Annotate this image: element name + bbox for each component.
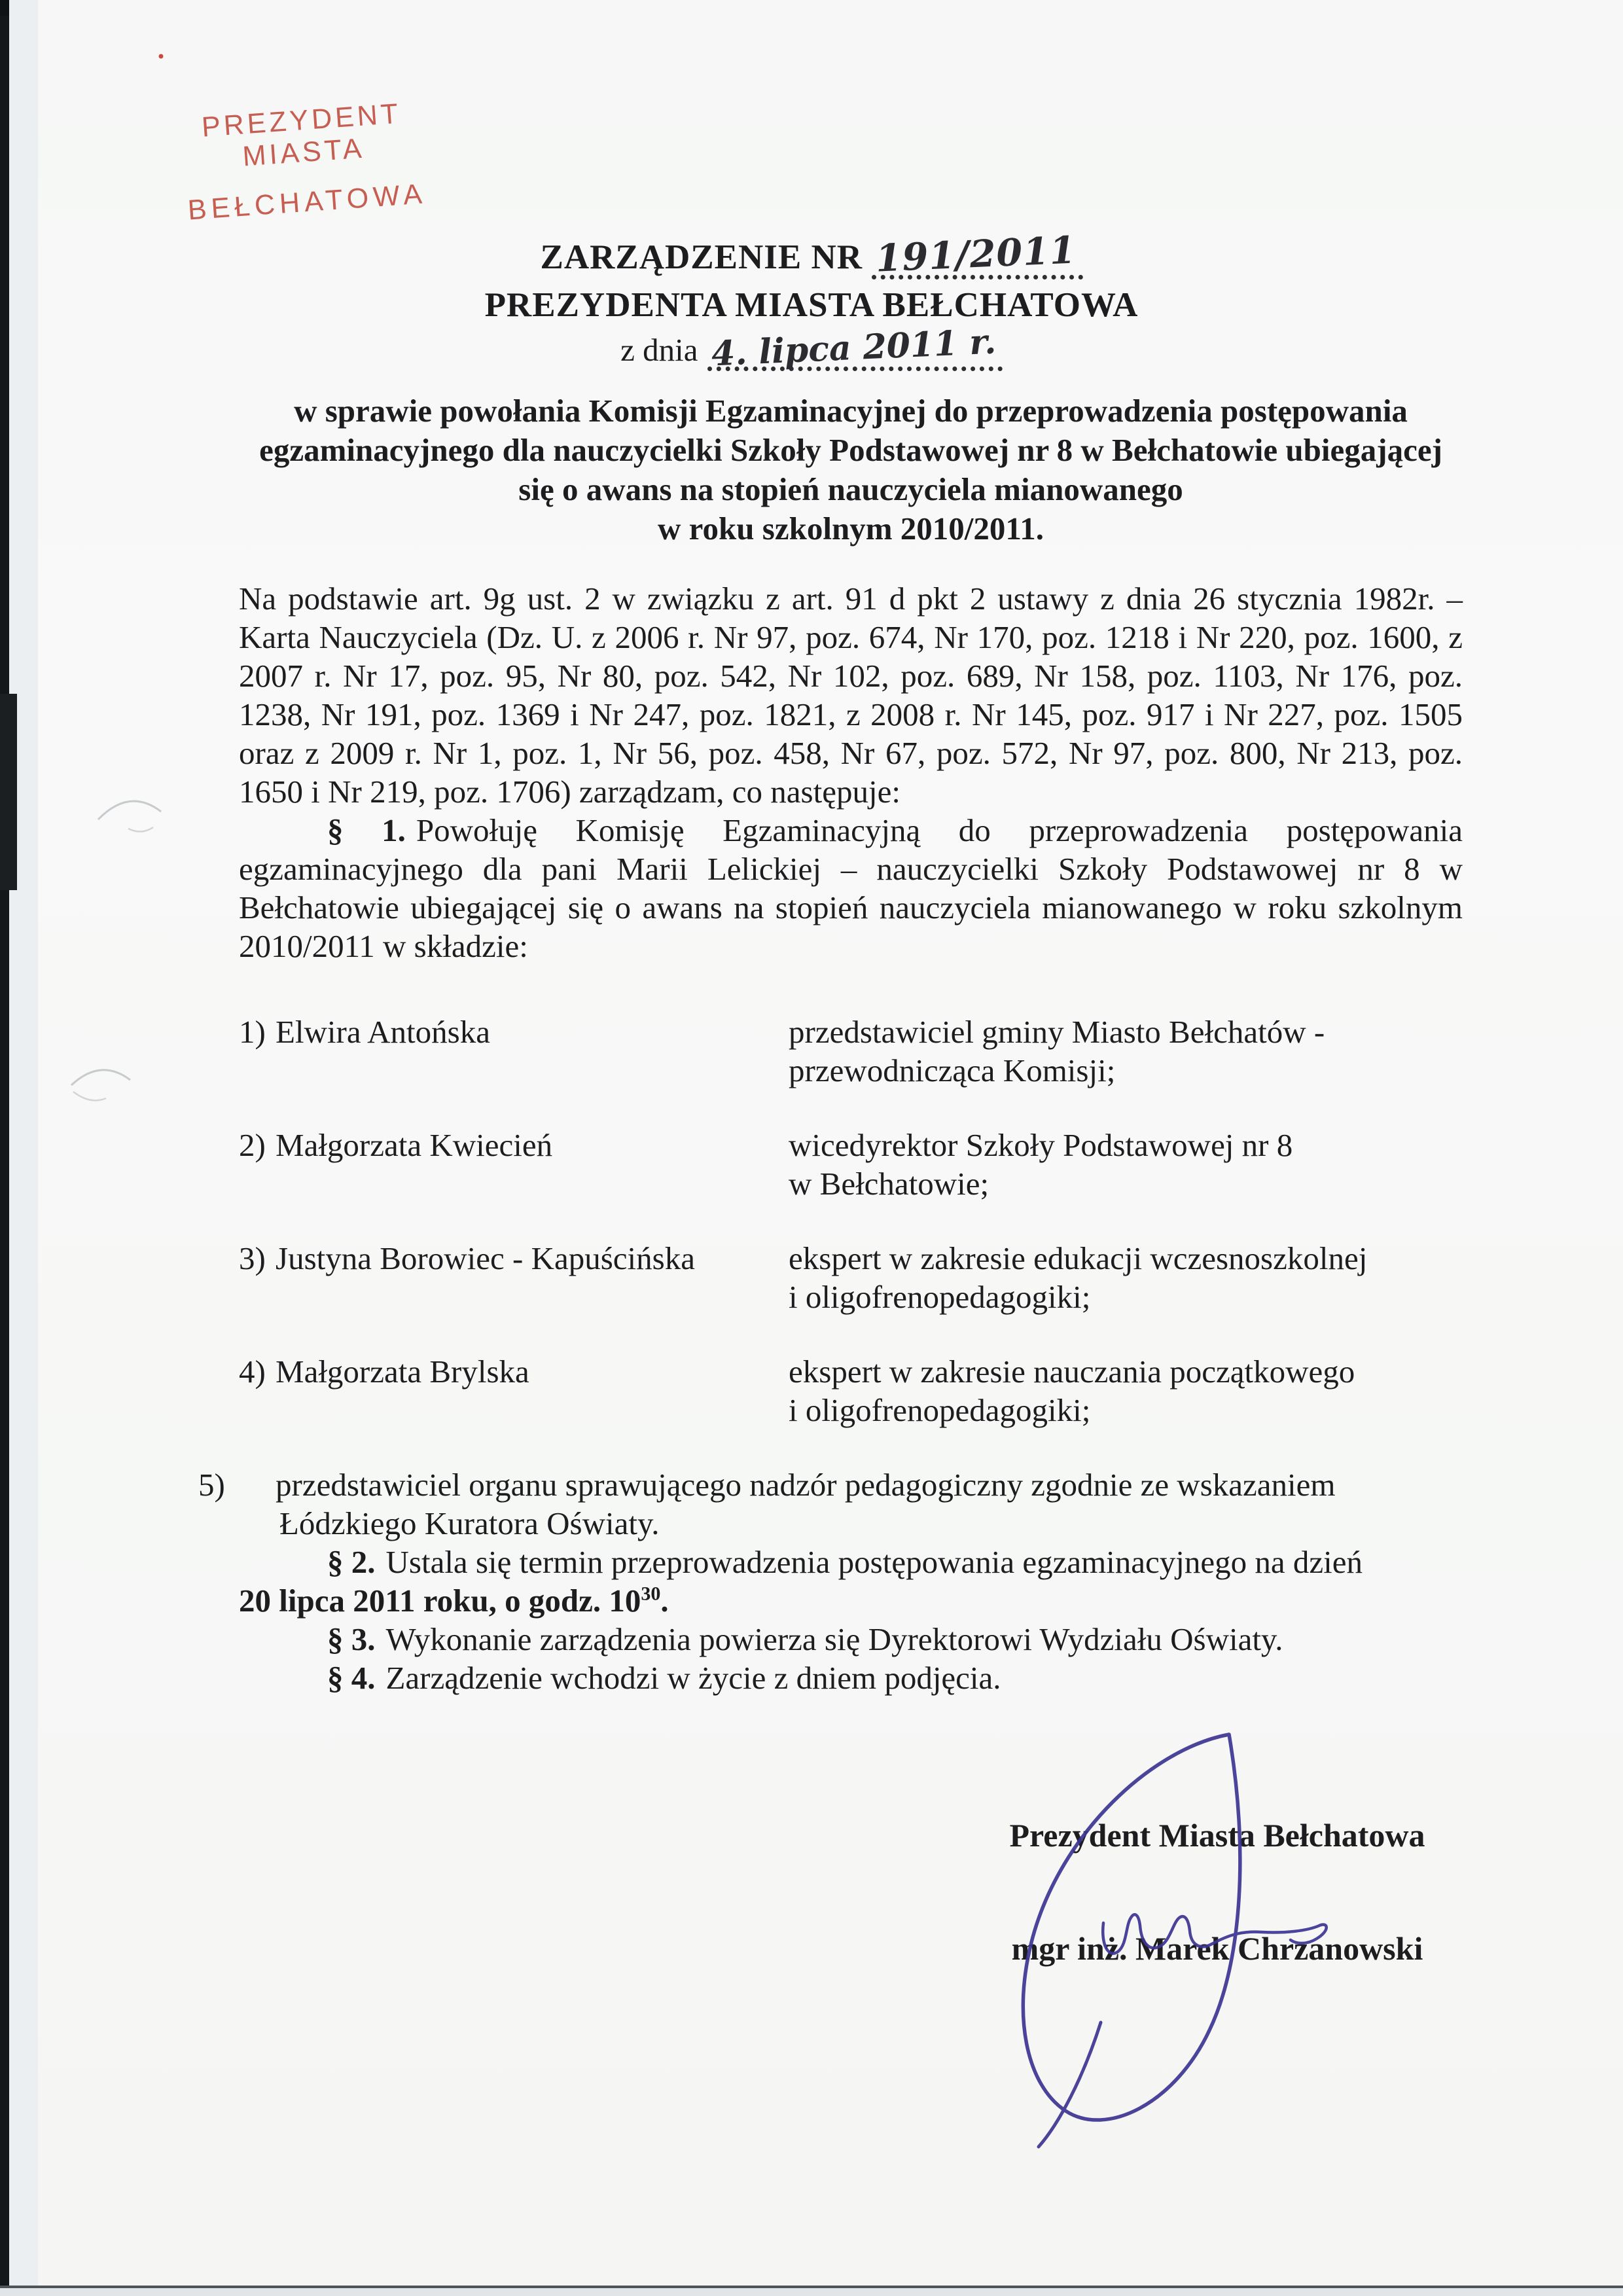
stamp-line1: PREZYDENT MIASTA: [200, 98, 402, 173]
punch-hole-shadow-top: [98, 801, 161, 819]
section-3-paragraph: [239, 1620, 1463, 1659]
section-4-text: Zarządzenie wchodzi w życie z dniem podjęcia.: [385, 1660, 1001, 1696]
signer-name: mgr inż. Marek Chrzanowski: [1011, 1930, 1423, 1967]
member-name: Małgorzata Kwiecień: [276, 1127, 553, 1163]
scanner-bottom-band: [0, 2288, 1623, 2296]
ordinance-number-line: [0, 228, 1623, 281]
section-1-marker: § 1.: [327, 812, 406, 848]
section-3-text: Wykonanie zarządzenia powierza się Dyrektorowi Wydziału Oświaty.: [385, 1621, 1283, 1657]
subject-line: egzaminacyjnego dla nauczycielki Szkoły Podstawowej nr 8 w Bełchatowie ubiegającej: [259, 432, 1442, 468]
item-5-line1: przedstawiciel organu sprawującego nadzór pedagogiczny zgodnie ze wskazaniem: [276, 1467, 1336, 1503]
stamp-line2: BEŁCHATOWA: [187, 178, 428, 226]
document-body: [198, 579, 1463, 1697]
paper-bottom-edge: [0, 2286, 1623, 2288]
member-role-line: w Bełchatowie;: [789, 1166, 990, 1202]
handwritten-date: 4. lipca 2011 r.: [710, 321, 997, 374]
committee-row: [239, 1013, 1463, 1090]
committee-row: [239, 1239, 1463, 1316]
member-name-cell: [239, 1126, 789, 1203]
subject-line: się o awans na stopień nauczyciela mianowanego: [518, 471, 1183, 507]
punch-hole-shadow-top-small: [128, 827, 153, 832]
member-name-cell: [239, 1013, 789, 1090]
punch-hole-shadow-bottom: [71, 1070, 130, 1085]
office-stamp: [137, 94, 472, 230]
member-role-line: i oligofrenopedagogiki;: [789, 1279, 1091, 1315]
dotted-fill-line: [872, 228, 1082, 281]
punch-hole-shadow-bottom-small: [73, 1092, 106, 1100]
committee-row: [239, 1352, 1463, 1429]
red-ink-speck: [159, 54, 164, 59]
date-label: z dnia: [620, 332, 698, 368]
member-role-line: ekspert w zakresie edukacji wczesnoszkolnej: [789, 1240, 1368, 1276]
exam-date-time-prefix: 20 lipca 2011 roku, o godz. 10: [239, 1583, 641, 1619]
member-name: Elwira Antońska: [276, 1014, 490, 1050]
exam-date-time-suffix: .: [660, 1583, 669, 1619]
committee-item-5: [198, 1465, 1463, 1543]
committee-row: [239, 1126, 1463, 1203]
scanner-corner-mark: [0, 0, 30, 16]
member-name-cell: [239, 1352, 789, 1429]
member-role-line: ekspert w zakresie nauczania początkowego: [789, 1354, 1355, 1390]
section-1-paragraph: [239, 811, 1463, 965]
member-number: 5): [198, 1467, 225, 1503]
section-3-marker: § 3.: [327, 1621, 376, 1657]
signature-tail: [1039, 2022, 1101, 2147]
section-2-text: Ustala się termin przeprowadzenia postępowania egzaminacyjnego na dzień: [385, 1544, 1363, 1580]
handwritten-ordinance-number: 191/2011: [874, 228, 1077, 281]
scanner-edge-blob: [0, 694, 17, 890]
member-role-line: przedstawiciel gminy Miasto Bełchatów -: [789, 1014, 1325, 1050]
exam-date-time: [239, 1583, 669, 1619]
signature-block: [962, 1816, 1472, 1967]
member-role-line: przewodnicząca Komisji;: [789, 1052, 1116, 1088]
member-role-line: wicedyrektor Szkoły Podstawowej nr 8: [789, 1127, 1293, 1163]
committee-list: [239, 1013, 1463, 1429]
exam-time-superscript: 30: [641, 1583, 661, 1605]
member-role-cell: [789, 1013, 1463, 1090]
subject-line: w roku szkolnym 2010/2011.: [658, 511, 1044, 547]
member-role-cell: [789, 1239, 1463, 1316]
section-1-text: Powołuję Komisję Egzaminacyjną do przeprowadzenia postępowania egzaminacyjnego dla pani Marii Lelickiej – nauczycielki Szkoły Podstawowej nr 8 w Bełchatowie ubiegającej się o awans na stopień nauczyciela mianowanego w roku szkolnym 2010/2011 w składzie:: [239, 812, 1463, 964]
subject-block: [200, 391, 1502, 548]
date-line: [0, 321, 1623, 374]
member-number: 3): [239, 1240, 266, 1276]
section-2-paragraph: [239, 1543, 1463, 1620]
member-name: Justyna Borowiec - Kapuścińska: [276, 1240, 695, 1276]
member-number: 4): [239, 1354, 266, 1390]
member-role-cell: [789, 1126, 1463, 1203]
member-name-cell: [239, 1239, 789, 1316]
member-role-line: i oligofrenopedagogiki;: [789, 1392, 1091, 1428]
legal-basis-paragraph: Na podstawie art. 9g ust. 2 w związku z art. 91 d pkt 2 ustawy z dnia 26 stycznia 1982r. – Karta Nauczyciela (Dz. U. z 2006 r. Nr 97, poz. 674, Nr 170, poz. 1218 i Nr 220, poz. 1600, z 2007 r. Nr 17, poz. 95, Nr 80, poz. 542, Nr 102, poz. 689, Nr 158, poz. 1103, Nr 176, poz. 1238, Nr 191, poz. 1369 i Nr 247, poz. 1821, z 2008 r. Nr 145, poz. 917 i Nr 227, poz. 1505 oraz z 2009 r. Nr 1, poz. 1, Nr 56, poz. 458, Nr 67, poz. 572, Nr 97, poz. 800, Nr 213, poz. 1650 i Nr 219, poz. 1706) zarządzam, co następuje:: [239, 581, 1463, 810]
member-number: 2): [239, 1127, 266, 1163]
subject-line: w sprawie powołania Komisji Egzaminacyjnej do przeprowadzenia postępowania: [294, 393, 1408, 429]
section-2-marker: § 2.: [327, 1544, 376, 1580]
section-4-marker: § 4.: [327, 1660, 376, 1696]
issuer-line: PREZYDENTA MIASTA BEŁCHATOWA: [484, 286, 1139, 324]
section-4-paragraph: [239, 1659, 1463, 1697]
title-block: [0, 228, 1623, 374]
dotted-fill-line-date: [707, 321, 1003, 374]
member-name: Małgorzata Brylska: [276, 1354, 529, 1390]
member-number: 1): [239, 1014, 266, 1050]
member-role-cell: [789, 1352, 1463, 1429]
item-5-line2: Łódzkiego Kuratora Oświaty.: [279, 1505, 660, 1541]
ordinance-number-label: ZARZĄDZENIE NR: [540, 238, 863, 276]
signer-title: Prezydent Miasta Bełchatowa: [1009, 1817, 1425, 1854]
